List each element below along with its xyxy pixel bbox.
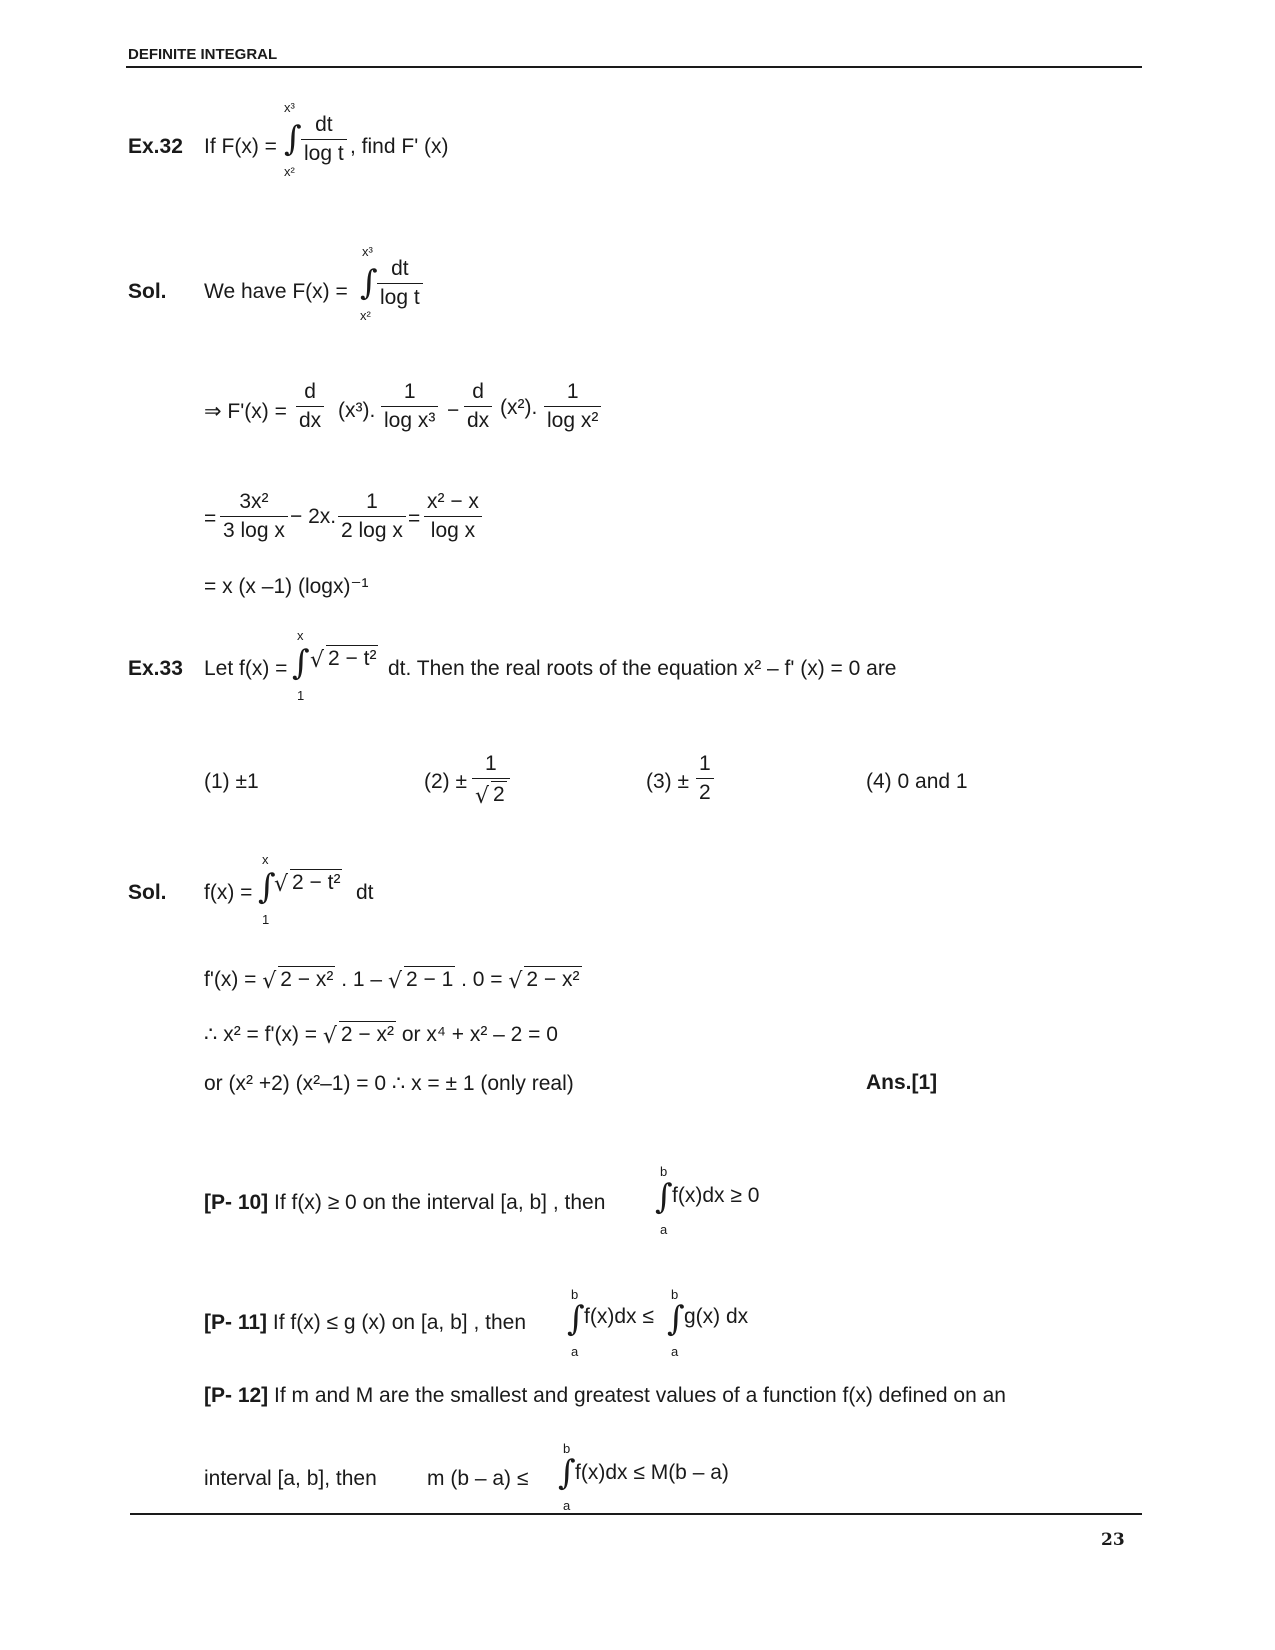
integral-sign: ∫ [360,263,378,303]
integral-sign: ∫ [655,1177,673,1217]
property-label: [P- 10] [204,1191,269,1214]
fraction-denominator: 2 [493,783,505,806]
radical-sign: √ [475,784,490,809]
answer-label: Ans.[1] [866,1071,938,1094]
header-rule [126,66,1142,68]
fraction-numerator: d [464,380,492,407]
integral-lower-limit: x² [360,308,371,323]
radicand: 2 − x² [526,968,580,991]
fraction-numerator: 1 [544,380,601,407]
math-term: (x²). [500,396,538,419]
example-text: Let f(x) = [204,657,288,680]
math-term: ∴ x² = f'(x) = [204,1023,318,1046]
radicand: 2 − x² [340,1023,395,1046]
fraction-numerator: dt [377,257,423,284]
math-term: g(x) dx [684,1305,749,1328]
property-text: If f(x) ≥ 0 on the interval [a, b] , then [274,1191,606,1214]
fraction-denominator: 2 log x [341,519,403,542]
fraction-denominator: 2 [699,781,711,804]
example-text: , find F' (x) [350,135,449,158]
math-term: . 1 – [341,968,383,991]
math-term: . 0 = [461,968,503,991]
math-term: (x³). [338,399,376,422]
example-text: If F(x) = [204,135,277,158]
fraction-numerator: 1 [696,752,714,779]
option-2: (2) ± [424,770,468,793]
property-label: [P- 12] [204,1384,269,1407]
fraction [338,490,406,543]
property-text: If f(x) ≤ g (x) on [a, b] , then [272,1311,526,1334]
fraction [472,752,510,807]
fraction-numerator: 3x² [220,490,288,517]
property-text: If m and M are the smallest and greatest values of a function f(x) defined on an [274,1384,1006,1407]
integral-sign: ∫ [567,1299,585,1339]
fraction [544,380,601,433]
integral-upper-limit: b [660,1164,668,1179]
fraction [464,380,492,433]
property-p11 [204,1311,526,1335]
math-operator: = [408,507,421,530]
radical-sign: √ [387,969,402,994]
radicand: 2 − t² [328,647,377,670]
radical-sign: √ [262,969,277,994]
example-label: Ex.32 [128,135,183,158]
fraction [424,490,482,543]
math-term: f(x)dx ≤ [584,1305,654,1328]
fraction-denominator: dx [467,409,490,432]
fraction [296,380,324,433]
example-label: Ex.33 [128,657,183,680]
integral-upper-limit: b [671,1287,679,1302]
solution-text: We have F(x) = [204,280,348,303]
footer-rule [130,1513,1142,1515]
integral-lower-limit: x² [284,164,295,179]
math-term: or x⁴ + x² – 2 = 0 [401,1023,558,1046]
equation-step [204,1021,558,1047]
integral-lower-limit: 1 [297,688,305,703]
integral-upper-limit: x³ [362,244,373,259]
radical-sign: √ [274,872,289,897]
integral-upper-limit: x³ [284,100,295,115]
integral-upper-limit: b [563,1441,571,1456]
fraction-numerator: 1 [381,380,438,407]
fraction-denominator: 3 log x [223,519,285,542]
fraction-denominator: log x [430,519,476,542]
fraction-denominator: log x³ [384,409,436,432]
fraction-numerator: d [296,380,324,407]
integral-sign: ∫ [667,1299,685,1339]
square-root [274,869,342,895]
fraction [696,752,714,805]
property-p12 [204,1384,1006,1408]
example-text: dt. Then the real roots of the equation x² – f' (x) = 0 are [388,657,897,680]
running-header: DEFINITE INTEGRAL [128,46,278,63]
fraction-numerator: dt [301,113,347,140]
math-term: − 2x. [290,505,337,528]
property-text: interval [a, b], then [204,1467,377,1490]
result-line: = x (x –1) (logx)⁻¹ [204,575,369,598]
radicand: 2 − t² [292,871,341,894]
fraction [220,490,288,543]
integral-upper-limit: x [262,852,269,867]
radical-sign: √ [508,969,523,994]
fraction [381,380,438,433]
option-3: (3) ± [646,770,690,793]
math-term: f(x)dx ≥ 0 [672,1184,760,1207]
fraction-numerator: 1 [338,490,406,517]
fraction-numerator: 1 [472,752,510,779]
integral-upper-limit: b [571,1287,579,1302]
integral-lower-limit: a [660,1222,668,1237]
option-4: (4) 0 and 1 [866,770,968,793]
math-term: m (b – a) ≤ [427,1467,529,1490]
radical-sign: √ [322,1024,337,1049]
math-operator: − [447,399,460,422]
integral-sign: ∫ [258,867,276,907]
radicand: 2 − x² [280,968,334,991]
solution-text: dt [356,881,374,904]
property-label: [P- 11] [204,1311,268,1334]
page-number: 23 [1101,1530,1125,1550]
fraction-denominator: log t [304,142,344,165]
radicand: 2 − 1 [405,968,454,991]
property-p10 [204,1191,605,1215]
integral-sign: ∫ [558,1453,576,1493]
square-root [310,645,378,671]
integral-sign: ∫ [284,119,302,159]
fraction [377,257,423,310]
integral-sign: ∫ [292,643,310,683]
radical-sign: √ [310,648,325,673]
integral-lower-limit: a [571,1344,579,1359]
derivative-step [204,966,582,992]
solution-label: Sol. [128,881,167,904]
math-term: f'(x) = [204,968,257,991]
integral-lower-limit: a [671,1344,679,1359]
integral-lower-limit: 1 [262,912,270,927]
derivative-step: ⇒ F'(x) = [204,400,287,423]
math-operator: = [204,507,217,530]
integral-lower-limit: a [563,1498,571,1513]
solution-label: Sol. [128,280,167,303]
fraction-denominator: log x² [547,409,599,432]
option-1: (1) ±1 [204,770,259,793]
integral-upper-limit: x [297,628,304,643]
fraction-denominator: log t [380,286,420,309]
equation-step: or (x² +2) (x²–1) = 0 ∴ x = ± 1 (only real) [204,1072,574,1095]
fraction-denominator: dx [299,409,322,432]
solution-text: f(x) = [204,881,253,904]
math-term: f(x)dx ≤ M(b – a) [575,1461,729,1484]
fraction [301,113,347,166]
fraction-numerator: x² − x [424,490,482,517]
